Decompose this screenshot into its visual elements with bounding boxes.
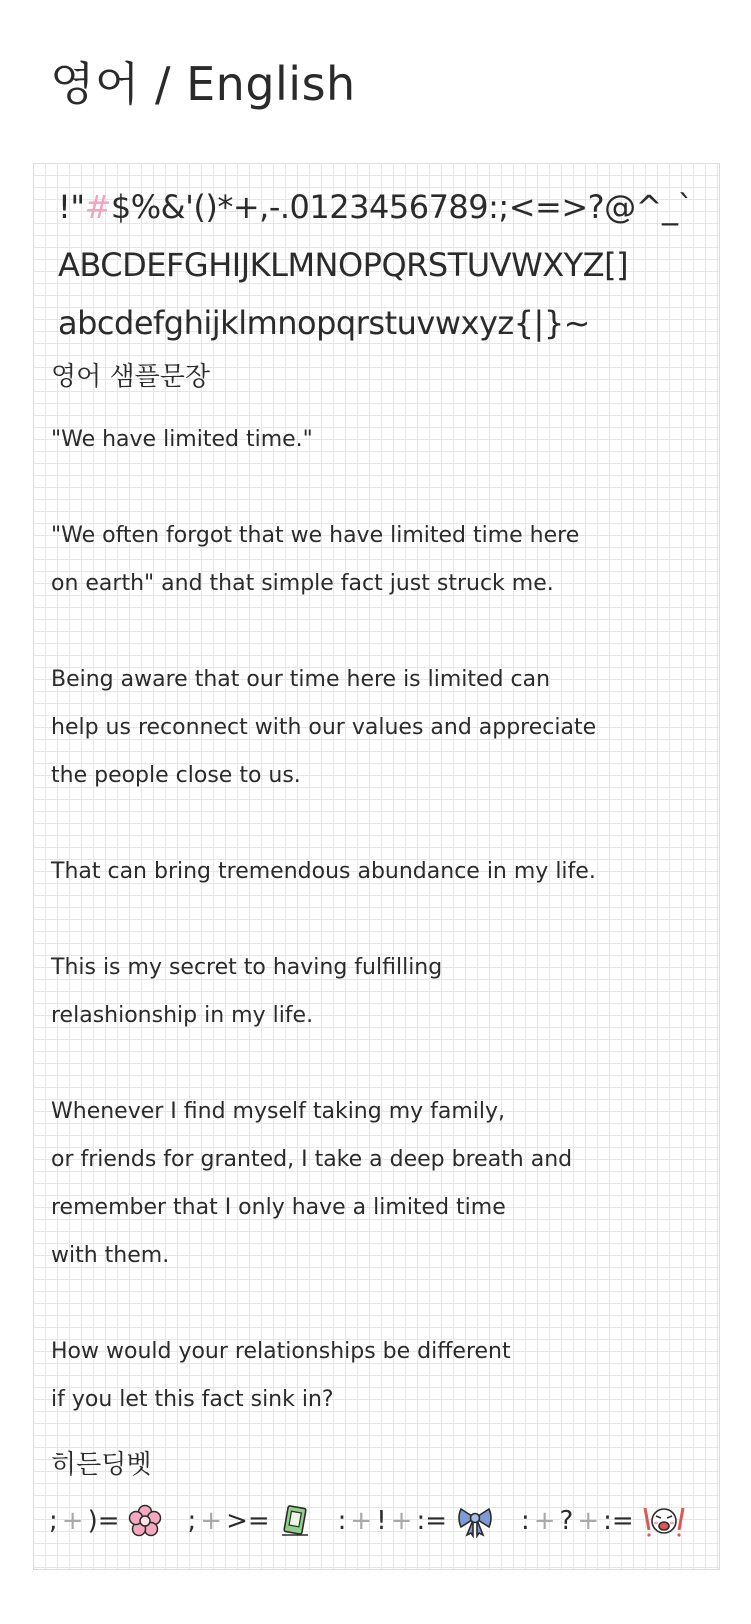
paragraph: Whenever I find myself taking my family, or friends for granted, I take a deep breath and remember that I only have a limited time with them. [51,1099,573,1268]
dingbat-code-part: ; [49,1506,58,1536]
charset-hash: # [84,188,111,226]
paragraph: This is my secret to having fulfilling relashionship in my life. [51,955,443,1028]
character-set-sample [58,178,693,352]
notepad-icon [278,1504,312,1538]
dingbat-code-part: ; [187,1506,197,1536]
dingbat-code-part: )= [87,1506,120,1536]
paragraph: How would your relationships be different if you let this fact sink in? [51,1339,511,1412]
dingbat-code-part: ? [559,1506,574,1536]
paragraph: Being aware that our time here is limited can help us reconnect with our values and appreciate the people close to us. [51,667,597,788]
paragraph: "We often forgot that we have limited time here on earth" and that simple fact just struck me. [51,523,580,596]
dingbat-code-plus: + [61,1506,84,1536]
grid-paper-card [33,163,720,1570]
dingbat-code-plus: + [350,1506,373,1536]
shouting-face-icon [642,1504,686,1538]
dingbat-code-plus: + [390,1506,413,1536]
dingbat-shouting-face [521,1504,686,1538]
dingbat-code-plus: + [533,1506,556,1536]
ribbon-icon [455,1504,495,1538]
flower-icon [128,1504,162,1538]
dingbat-ribbon [338,1504,495,1538]
charset-lowercase-line: abcdefghijklmnopqrstuvwxyz{|}~ [58,304,590,342]
charset-symbols-line [58,178,693,236]
hidden-dingbat-row [49,1504,686,1538]
dingbat-code-part: ! [376,1506,387,1536]
dingbat-code-plus: + [577,1506,600,1536]
charset-symbols-b: $%&'()*+,-.0123456789:;<=>?@^_` [110,188,693,226]
dingbat-code-part: >= [226,1506,270,1536]
page-title: 영어 / English [50,57,356,111]
paragraph: That can bring tremendous abundance in my life. [51,859,596,884]
dingbat-flower [49,1504,162,1538]
sample-paragraphs [51,416,711,1424]
charset-uppercase-line: ABCDEFGHIJKLMNOPQRSTUVWXYZ[] [58,246,629,284]
dingbat-code-part: : [337,1506,347,1536]
hidden-dingbat-label: 히든딩벳 [51,1450,152,1480]
dingbat-code-part: := [603,1506,634,1536]
charset-symbols-a: !" [58,188,85,226]
dingbat-code-part: := [416,1506,447,1536]
dingbat-notepad [188,1504,312,1538]
dingbat-code-plus: + [200,1506,223,1536]
dingbat-code-part: : [520,1506,530,1536]
paragraph: "We have limited time." [51,427,313,452]
sample-sentence-label: 영어 샘플문장 [51,362,210,392]
